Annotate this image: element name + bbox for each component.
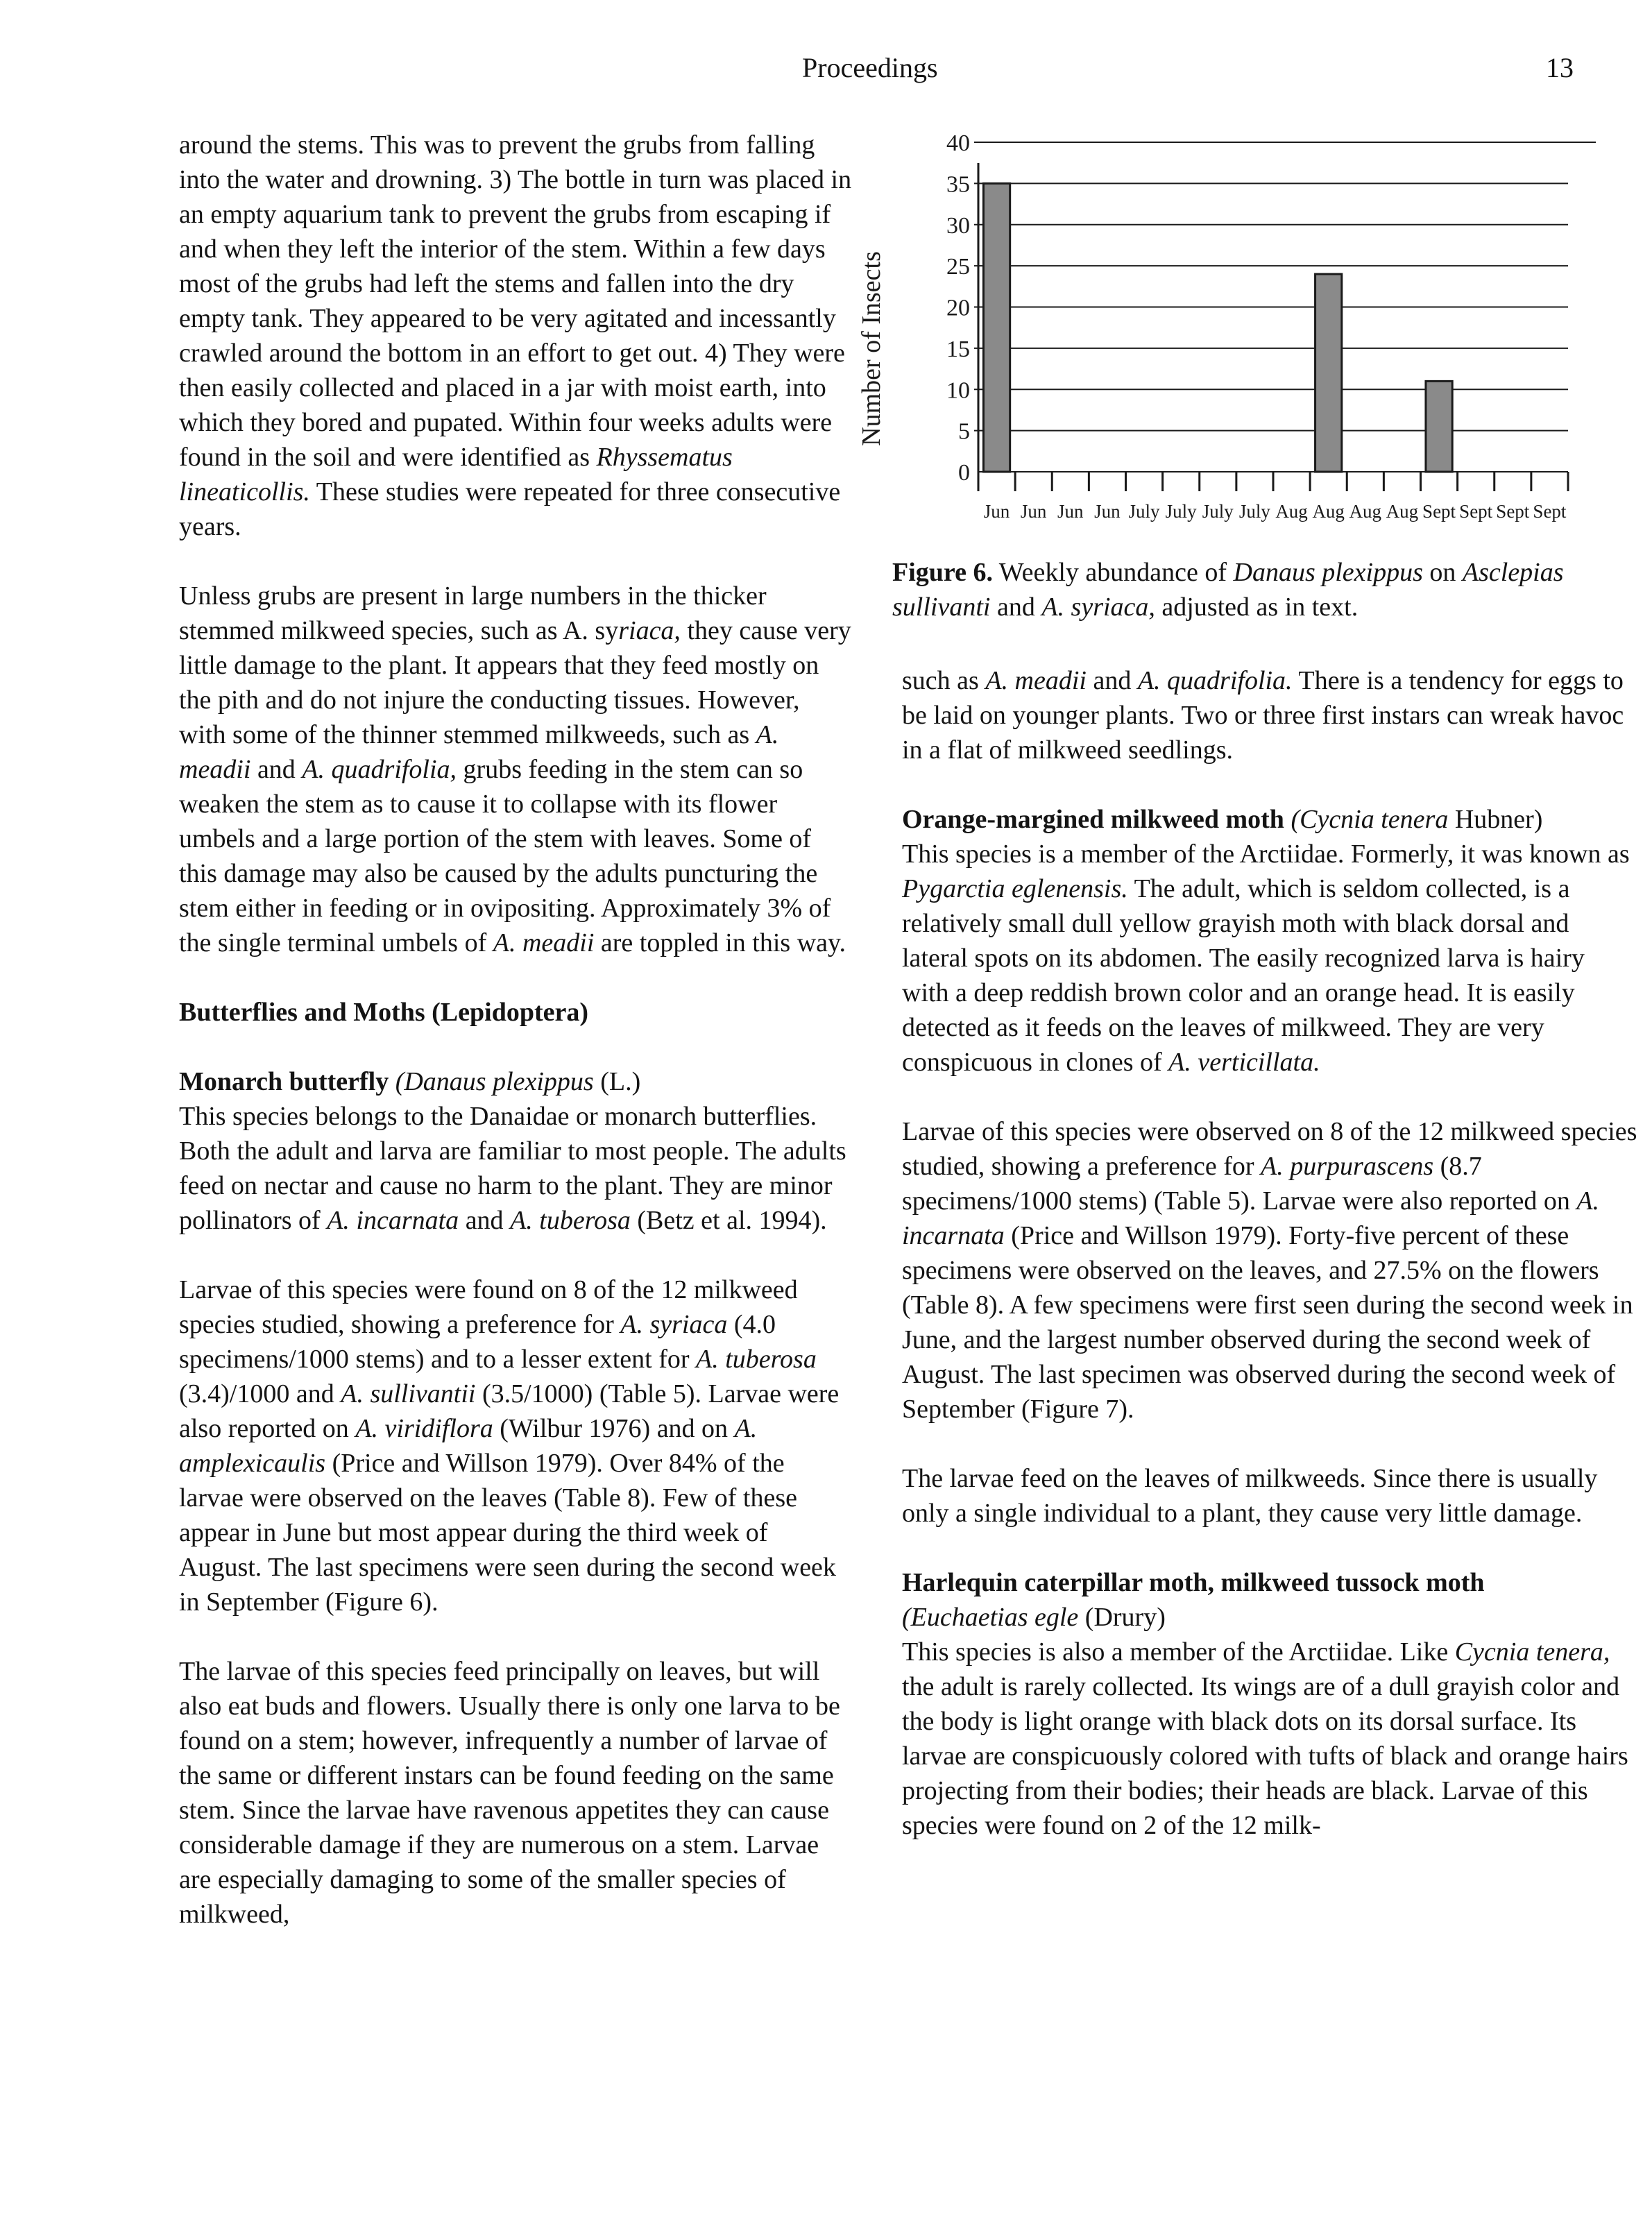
paragraph (179, 1099, 852, 1238)
text-run: (4.0 specimens/1000 stems) and to a lesser extent for (179, 1310, 776, 1374)
y-tick-label: 40 (946, 130, 970, 156)
species-name: A. viridiflora (355, 1414, 493, 1443)
species-name: A. tuberosa (696, 1345, 817, 1374)
text-run: they cause very little damage to the plant. It appears that they feed mostly on the pith and do not injure the conducting tissues. However, with some of the thinner stemmed milkweeds, such as (179, 616, 851, 749)
running-header-title: Proceedings (802, 52, 938, 83)
caption-text: and (996, 593, 1035, 622)
species-name: A. purpurascens (1261, 1152, 1434, 1181)
text-run: The larvae feed on the leaves of milkweeds. Since there is usually only a single individual to a plant, they cause very little damage. (902, 1464, 1598, 1528)
species-name: A. syriaca, (1041, 593, 1155, 622)
common-name: Monarch butterfly (179, 1067, 389, 1096)
text-run: and (257, 755, 296, 784)
x-tick-label: Sept (1422, 501, 1456, 522)
text-run: Larvae of this species were found on 2 of the 12 milk- (902, 1776, 1588, 1840)
caption-text: on (1429, 558, 1456, 587)
x-tick-label: July (1165, 501, 1197, 522)
paragraph (179, 1272, 852, 1619)
common-name: Harlequin caterpillar moth, milkweed tussock moth (902, 1568, 1485, 1597)
text-run: This species is also a member of the Arctiidae. Like (902, 1637, 1449, 1667)
authority: Hubner) (1454, 805, 1543, 834)
paragraph (902, 1114, 1637, 1426)
paragraph (179, 579, 852, 960)
text-run: This species belongs to the Danaidae or monarch butterflies. Both the adult and larva are familiar to most people. The adults feed on nectar and cause no harm to the plant. They are minor pollinators of (179, 1102, 846, 1235)
text-run: the adult is rarely collected. Its wings are of a dull grayish color and the body is light orange with black dots on its dorsal surface. Its larvae are conspicuously colored with tufts of black and orange hairs projecting from their bodies; their heads are black. (902, 1672, 1628, 1805)
paragraph (179, 1654, 852, 1932)
species-name: A. meadii (493, 928, 595, 957)
species-name: A. incarnata (327, 1206, 459, 1235)
bar (983, 183, 1010, 472)
text-run: These studies were repeated for three consecutive years. (179, 477, 841, 541)
x-tick-label: Sept (1459, 501, 1493, 522)
text-run: Larvae of this species were found on 8 of the 12 milkweed species studied, showing a preference for (179, 1275, 798, 1339)
bar (1426, 381, 1452, 472)
scientific-name: (Danaus plexippus (395, 1067, 594, 1096)
paragraph (902, 663, 1637, 767)
species-heading (902, 1565, 1637, 1635)
y-axis-label: Number of Insects (857, 251, 886, 446)
common-name: Orange-margined milkweed moth (902, 805, 1284, 834)
text-run: are toppled in this way. (600, 928, 846, 957)
authority: (Drury) (1084, 1603, 1166, 1632)
scientific-name: (Cycnia tenera (1291, 805, 1449, 834)
species-name: A. meadii (985, 666, 1087, 695)
species-name: A. quadrifolia. (1137, 666, 1293, 695)
text-run: (Betz et al. 1994). (637, 1206, 827, 1235)
species-name: A. sullivantii (341, 1379, 476, 1408)
x-tick-label: Jun (1020, 501, 1047, 522)
species-name: Pygarctia eglenensis. (902, 874, 1128, 903)
right-column (902, 663, 1637, 1843)
y-tick-label: 5 (958, 418, 970, 445)
text-run: (3.5/1000) (Table 5). Larvae were also reported on (179, 1379, 840, 1443)
authority: (L.) (600, 1067, 641, 1096)
text-run: such as (902, 666, 979, 695)
figure-caption (892, 555, 1638, 624)
x-tick-label: Aug (1312, 501, 1345, 522)
y-tick-label: 25 (946, 254, 970, 280)
text-run: and (465, 1206, 504, 1235)
species-name: A. amplexicaulis (179, 1414, 758, 1478)
species-name: Asclepias sullivanti (892, 558, 1564, 622)
x-tick-label: July (1128, 501, 1160, 522)
y-tick-label: 20 (946, 295, 970, 321)
figure-6-bar-chart (840, 125, 1637, 541)
x-tick-label: Sept (1533, 501, 1567, 522)
x-tick-label: July (1202, 501, 1234, 522)
y-tick-label: 30 (946, 212, 970, 239)
caption-text: Weekly abundance of (998, 558, 1227, 587)
species-name: A. meadii (179, 720, 779, 784)
text-run: Unless grubs are present in large numbers in the thicker stemmed milkweed species, such as A. sy (179, 581, 767, 645)
species-name: Cycnia tenera, (1454, 1637, 1610, 1667)
text-run: There is a tendency for eggs to be laid on younger plants. Two or three first instars can wreak havoc in a flat of milkweed seedlings. (902, 666, 1624, 765)
x-tick-label: Sept (1496, 501, 1530, 522)
text-run: grubs feeding in the stem can so weaken the stem as to cause it to collapse with its flower umbels and a large portion of the stem with leaves. Some of this damage may also be caused by the adults puncturing the stem either in feeding or in ovipositing. Approximately 3% of the single terminal umbels of (179, 755, 831, 957)
y-tick-label: 0 (958, 460, 970, 486)
x-tick-label: Aug (1275, 501, 1308, 522)
section-heading: Butterflies and Moths (Lepidoptera) (179, 998, 589, 1027)
species-name: A. quadrifolia, (302, 755, 457, 784)
text-run: (Wilbur 1976) and on (500, 1414, 729, 1443)
text-run: Larvae of this species were observed on 8 of the 12 milkweed species studied, showing a preference for (902, 1117, 1637, 1181)
text-run: (3.4)/1000 and (179, 1379, 334, 1408)
text-run: This species is a member of the Arctiidae. Formerly, it was known as (902, 840, 1630, 869)
text-run: The larvae of this species feed principally on leaves, but will also eat buds and flowers. Usually there is only one larva to be found on a stem; however, infrequently a number of larvae of the same or different instars can be found feeding on the same stem. Since the larvae have ravenous appetites they can cause considerable damage if they are numerous on a stem. Larvae are especially damaging to some of the smaller species of milkweed, (179, 1657, 840, 1929)
paragraph (902, 837, 1637, 1080)
y-tick-label: 15 (946, 336, 970, 362)
paragraph (902, 1461, 1637, 1531)
species-name: A. verticillata. (1168, 1048, 1320, 1077)
scientific-name: (Euchaetias egle (902, 1603, 1079, 1632)
species-name: A. syriaca (620, 1310, 728, 1339)
y-tick-label: 35 (946, 171, 970, 198)
page-number: 13 (1546, 52, 1574, 83)
species-name: A. incarnata (902, 1186, 1600, 1250)
species-heading (179, 1064, 852, 1099)
x-tick-label: July (1238, 501, 1270, 522)
species-name: Rhyssematus lineaticollis. (179, 443, 733, 506)
left-column (179, 128, 852, 1932)
x-tick-label: Aug (1349, 501, 1382, 522)
species-name: Danaus plexippus (1233, 558, 1423, 587)
text-run: around the stems. This was to prevent the grubs from falling into the water and drowning. 3) The bottle in turn was placed in an empty aquarium tank to prevent the grubs from escaping if and when they left the interior of the stem. Within a few days most of the grubs had left the stems and fallen into the dry empty tank. They appeared to be very agitated and incessantly crawled around the bottom in an effort to get out. 4) They were then easily collected and placed in a jar with moist earth, into which they bored and pupated. Within four weeks adults were found in the soil and were identified as (179, 130, 852, 472)
caption-label: Figure 6. (892, 558, 993, 587)
caption-text: adjusted as in text. (1161, 593, 1359, 622)
text-run: and (1093, 666, 1132, 695)
x-tick-label: Jun (1057, 501, 1084, 522)
x-tick-label: Jun (983, 501, 1010, 522)
text-run: (Price and Willson 1979). Over 84% of the larvae were observed on the leaves (Table 8). Few of these appear in June but most appear during the third week of August. The last specimens were seen during the second week in September (Figure 6). (179, 1449, 836, 1617)
x-tick-label: Jun (1094, 501, 1121, 522)
text-run: (8.7 specimens/1000 stems) (Table 5). Larvae were also reported on (902, 1152, 1570, 1216)
species-name: A. tuberosa (510, 1206, 631, 1235)
text-run: The adult, which is seldom collected, is a relatively small dull yellow grayish moth with black dorsal and lateral spots on its abdomen. The easily recognized larva is hairy with a deep reddish brown color and an orange head. It is easily detected as it feeds on the leaves of milkweed. They are very conspicuous in clones of (902, 874, 1585, 1077)
paragraph (902, 1635, 1637, 1843)
text-run: (Price and Willson 1979). Forty-five percent of these specimens were observed on the leaves, and 27.5% on the flowers (Table 8). A few specimens were first seen during the second week in June, and the largest number observed during the second week of August. The last specimen was observed during the second week of September (Figure 7). (902, 1221, 1633, 1424)
bar (1315, 274, 1342, 472)
y-tick-label: 10 (946, 377, 970, 404)
x-tick-label: Aug (1386, 501, 1419, 522)
species-name: riaca, (618, 616, 681, 645)
paragraph (179, 128, 852, 544)
species-heading (902, 802, 1637, 837)
